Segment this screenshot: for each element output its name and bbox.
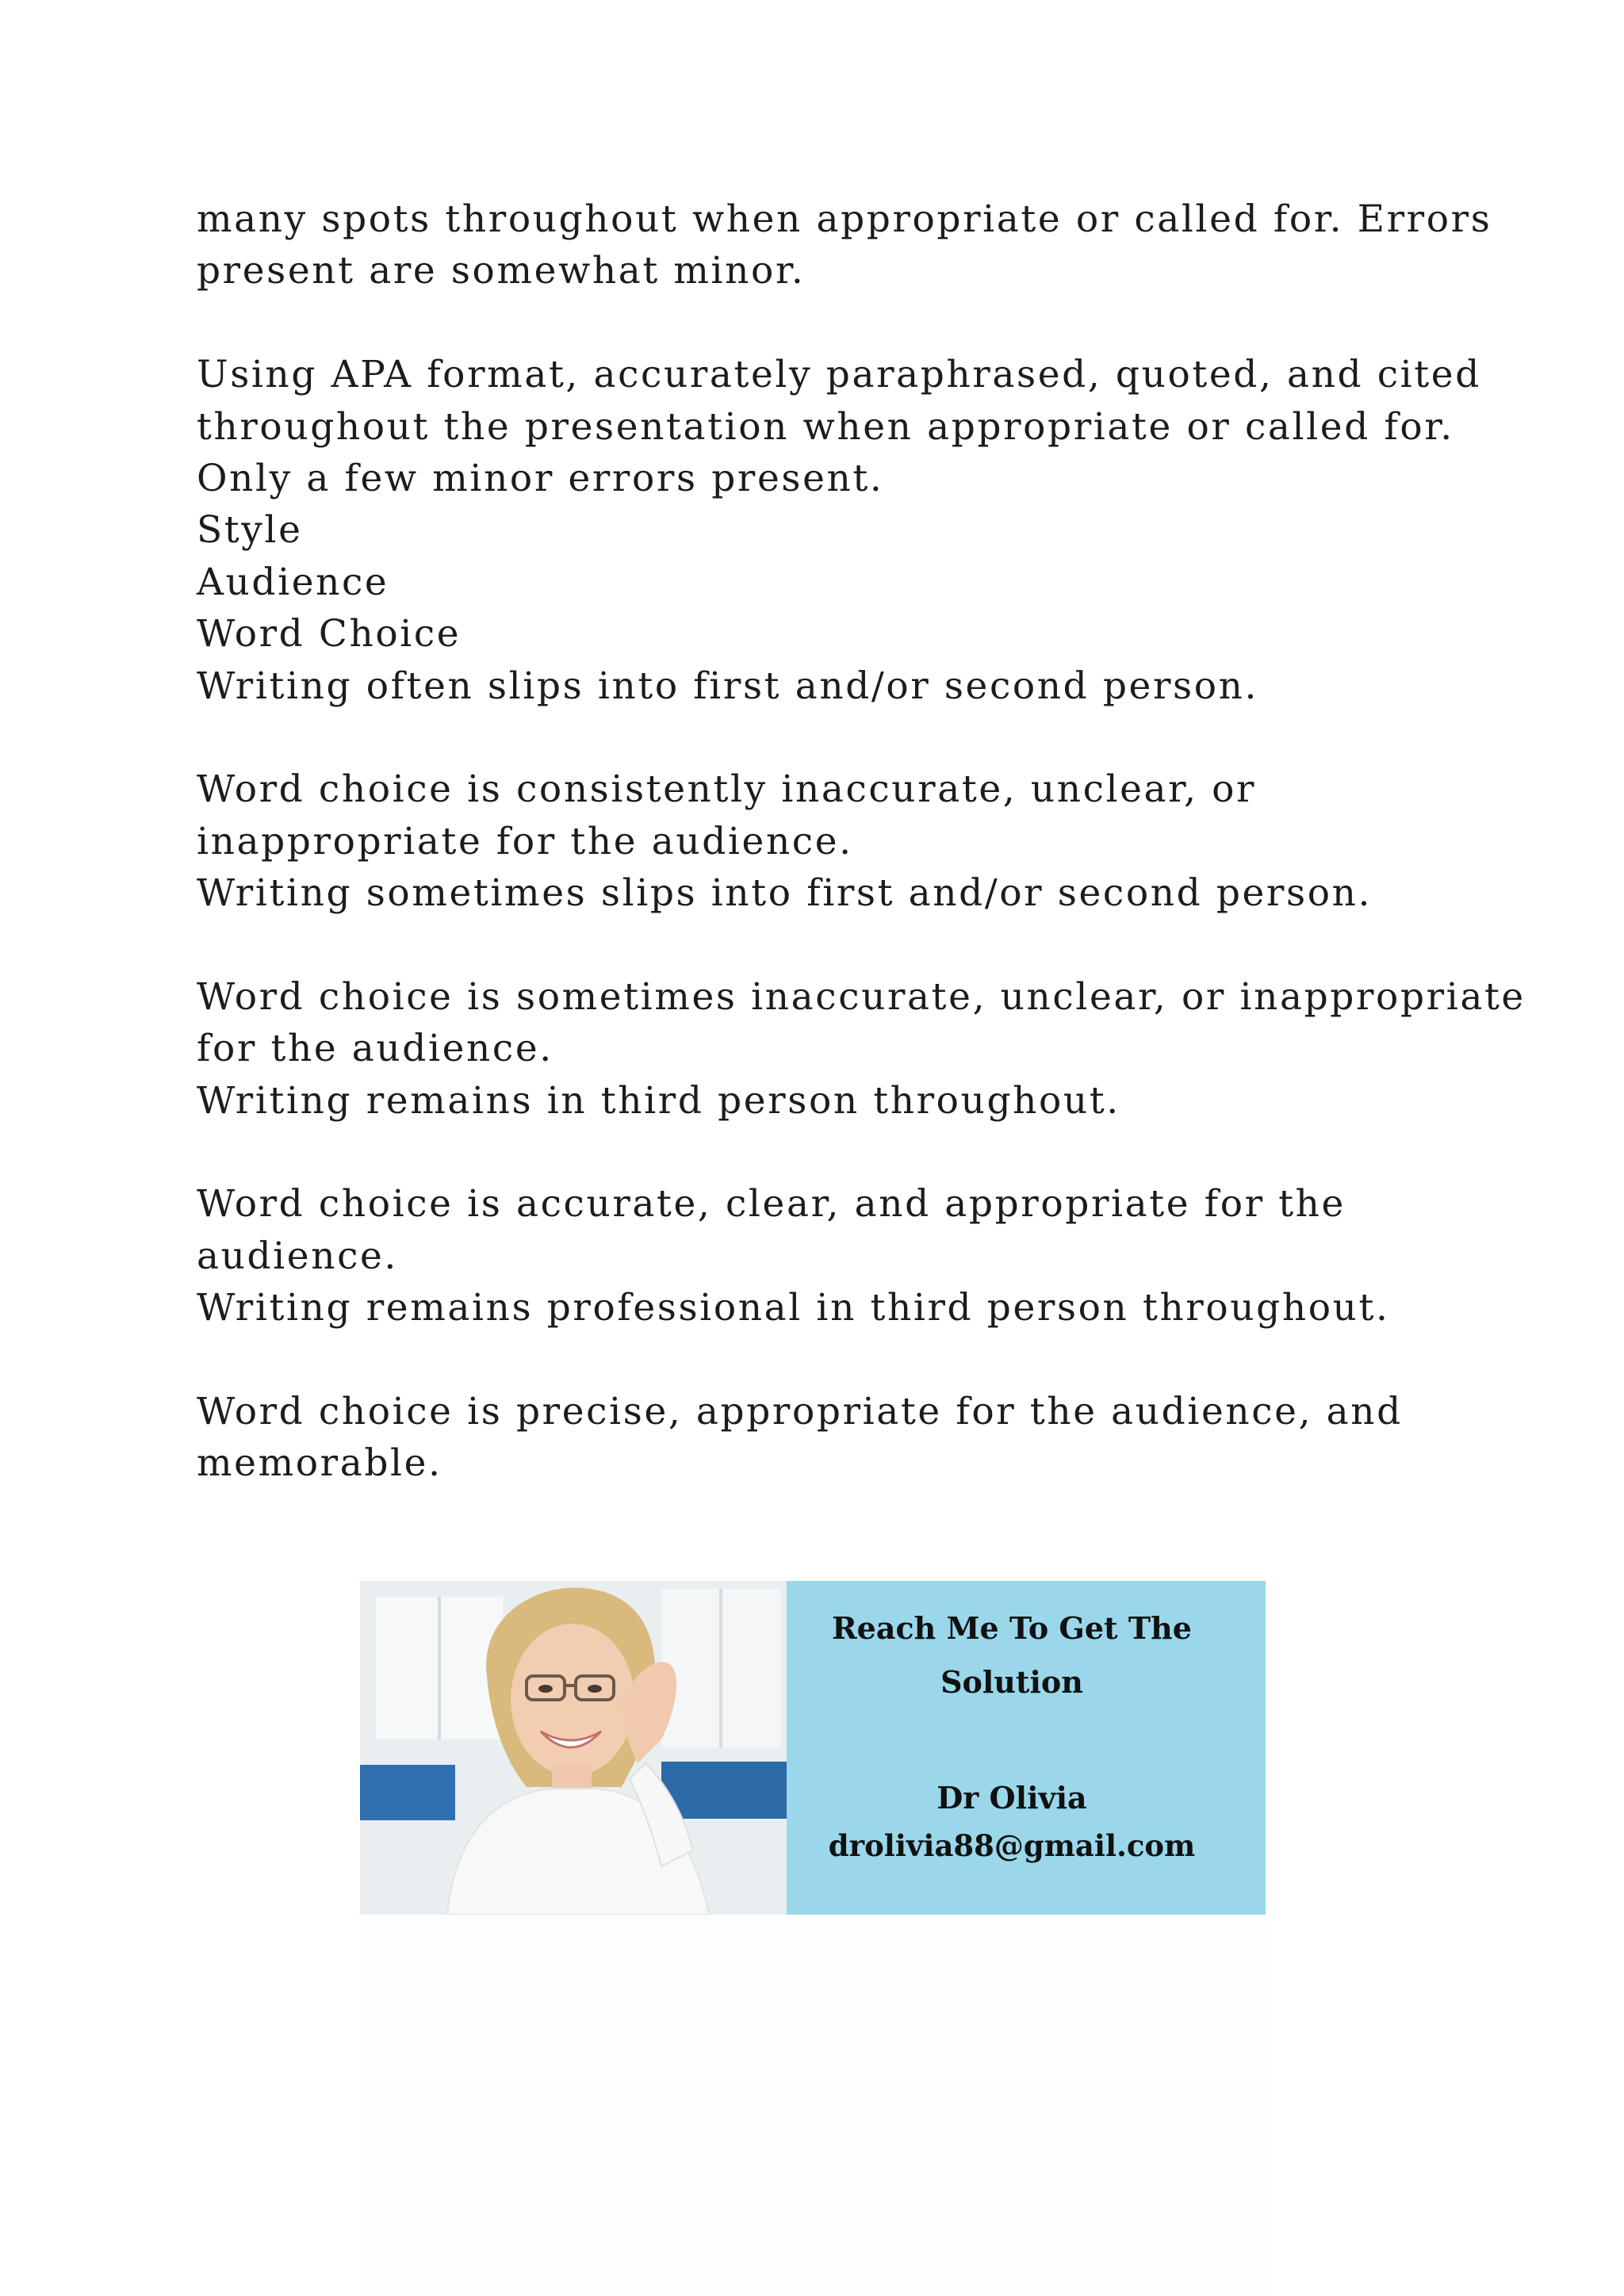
contact-info-panel (787, 1581, 1266, 1915)
text-line: for the audience. (197, 1027, 553, 1071)
text-line: Writing sometimes slips into first and/or second person. (197, 871, 1373, 916)
banner-title-line-1: Reach Me To Get The (832, 1610, 1192, 1646)
text-line: audience. (197, 1234, 398, 1278)
document-body-text (197, 193, 1526, 1490)
contact-banner (360, 1581, 1266, 1915)
contact-email: drolivia88@gmail.com (828, 1828, 1196, 1863)
blank-line (197, 297, 1434, 349)
smiling-woman-photo-icon (360, 1581, 787, 1915)
text-line: memorable. (197, 1441, 442, 1486)
text-line: Word choice is precise, appropriate for the audience, and (197, 1389, 1403, 1433)
text-line: Writing remains in third person throughout. (197, 1078, 1120, 1123)
text-line: Word choice is accurate, clear, and appropriate for the (197, 1182, 1346, 1226)
text-line: Only a few minor errors present. (197, 456, 884, 500)
section-label-word-choice: Word Choice (197, 612, 462, 656)
text-line: Writing remains professional in third person throughout. (197, 1286, 1390, 1330)
blank-line (197, 919, 1434, 970)
section-label-style: Style (197, 508, 303, 553)
blank-line (197, 1334, 1434, 1386)
blank-line (197, 712, 1434, 763)
text-line: Using APA format, accurately paraphrased, quoted, and cited (197, 353, 1481, 397)
text-line: Word choice is sometimes inaccurate, unclear, or inappropriate (197, 974, 1526, 1019)
text-line: Writing often slips into first and/or second person. (197, 664, 1259, 708)
woman-with-glasses-illustration (360, 1581, 787, 1915)
contact-name: Dr Olivia (936, 1780, 1087, 1816)
blank-line (197, 1127, 1434, 1178)
blank-image-area (360, 1915, 1266, 2296)
text-line: many spots throughout when appropriate or called for. Errors (197, 197, 1492, 241)
text-line: Word choice is consistently inaccurate, unclear, or (197, 767, 1257, 812)
text-line: present are somewhat minor. (197, 249, 806, 293)
text-line: throughout the presentation when appropriate or called for. (197, 404, 1454, 449)
section-label-audience: Audience (197, 560, 389, 604)
banner-title-line-2: Solution (940, 1664, 1083, 1700)
text-line: inappropriate for the audience. (197, 819, 853, 863)
